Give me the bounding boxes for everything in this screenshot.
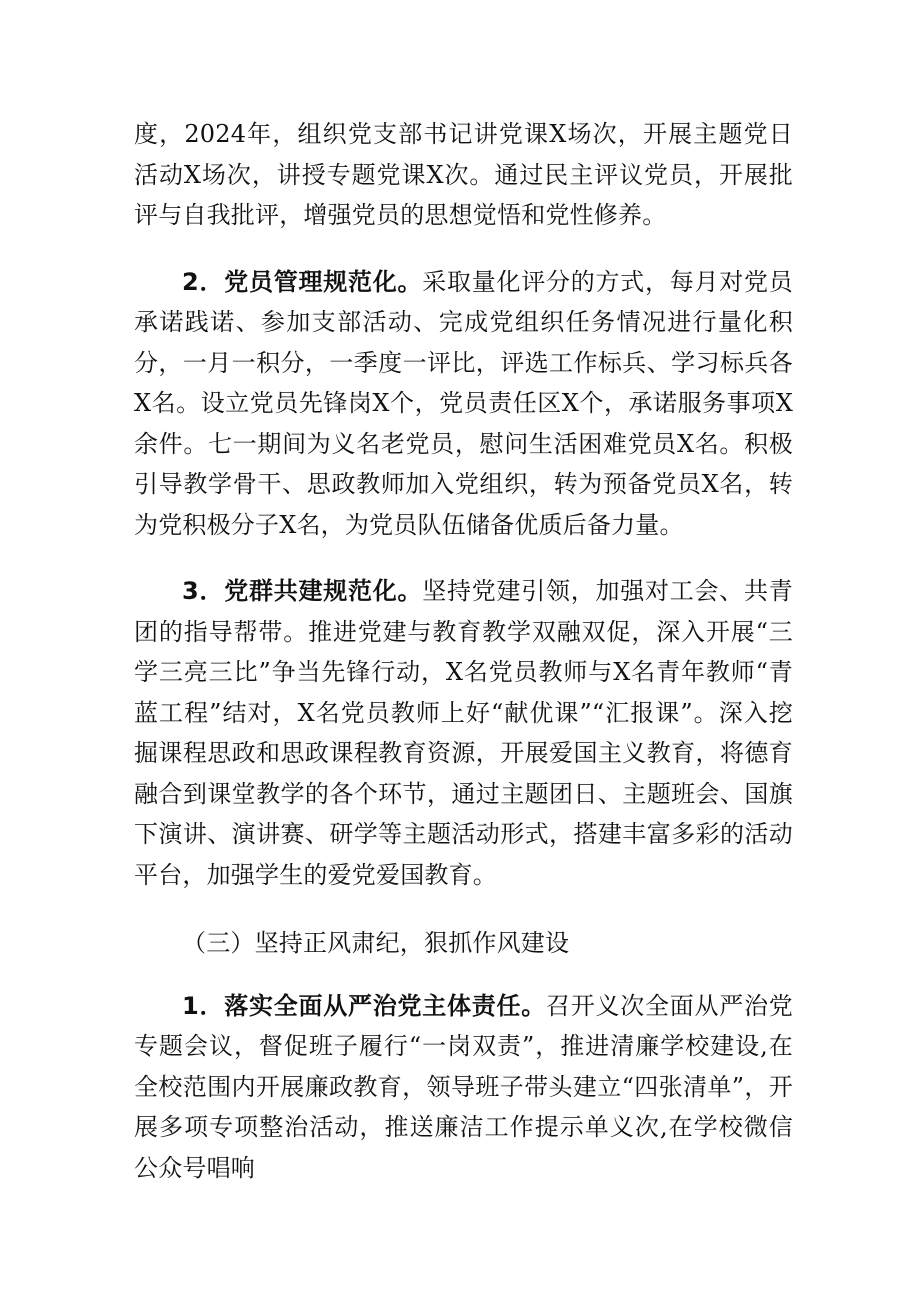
paragraph-body: 采取量化评分的方式，每月对党员承诺践诺、参加支部活动、完成党组织任务情况进行量化积分，一月一积分，一季度一评比，评选工作标兵、学习标兵各X名。设立党员先锋岗X个，党员责任区X个，承诺服务事项X余件。七一期间为义名老党员，慰问生活困难党员X名。积极引导教学骨干、思政教师加入党组织，转为预备党员X名，转为党积极分子X名，为党员队伍储备优质后备力量。 [134, 267, 794, 539]
paragraph-lead-heading: 3．党群共建规范化。 [182, 577, 423, 605]
section-heading: （三）坚持正风肃纪，狠抓作风建设 [182, 929, 570, 957]
paragraph-lead-heading: 1．落实全面从严治党主体责任。 [182, 991, 547, 1020]
paragraph-party-member-management [134, 262, 793, 546]
paragraph-party-mass-building [134, 571, 793, 895]
document-page [134, 114, 793, 1188]
paragraph-body: 召开义次全面从严治党专题会议，督促班子履行“一岗双责”，推进清廉学校建设,在全校范围内开展廉政教育，领导班子带头建立“四张清单”，开展多项专项整治活动，推送廉洁工作提示单义次,在学校微信公众号唱响 [134, 991, 794, 1182]
paragraph-continuation: 度，2024年，组织党支部书记讲党课X场次，开展主题党日活动X场次，讲授专题党课X次。通过民主评议党员，开展批评与自我批评，增强党员的思想觉悟和党性修养。 [134, 120, 793, 229]
paragraph-strict-governance [134, 986, 793, 1189]
paragraph-body: 坚持党建引领，加强对工会、共青团的指导帮带。推进党建与教育教学双融双促，深入开展“三学三亮三比”争当先锋行动，X名党员教师与X名青年教师“青蓝工程”结对，X名党员教师上好“献优课”“汇报课”。深入挖掘课程思政和思政课程教育资源，开展爱国主义教育，将德育融合到课堂教学的各个环节，通过主题团日、主题班会、国旗下演讲、演讲赛、研学等主题活动形式，搭建丰富多彩的活动平台，加强学生的爱党爱国教育。 [134, 577, 794, 889]
paragraph-lead-heading: 2．党员管理规范化。 [182, 267, 423, 296]
